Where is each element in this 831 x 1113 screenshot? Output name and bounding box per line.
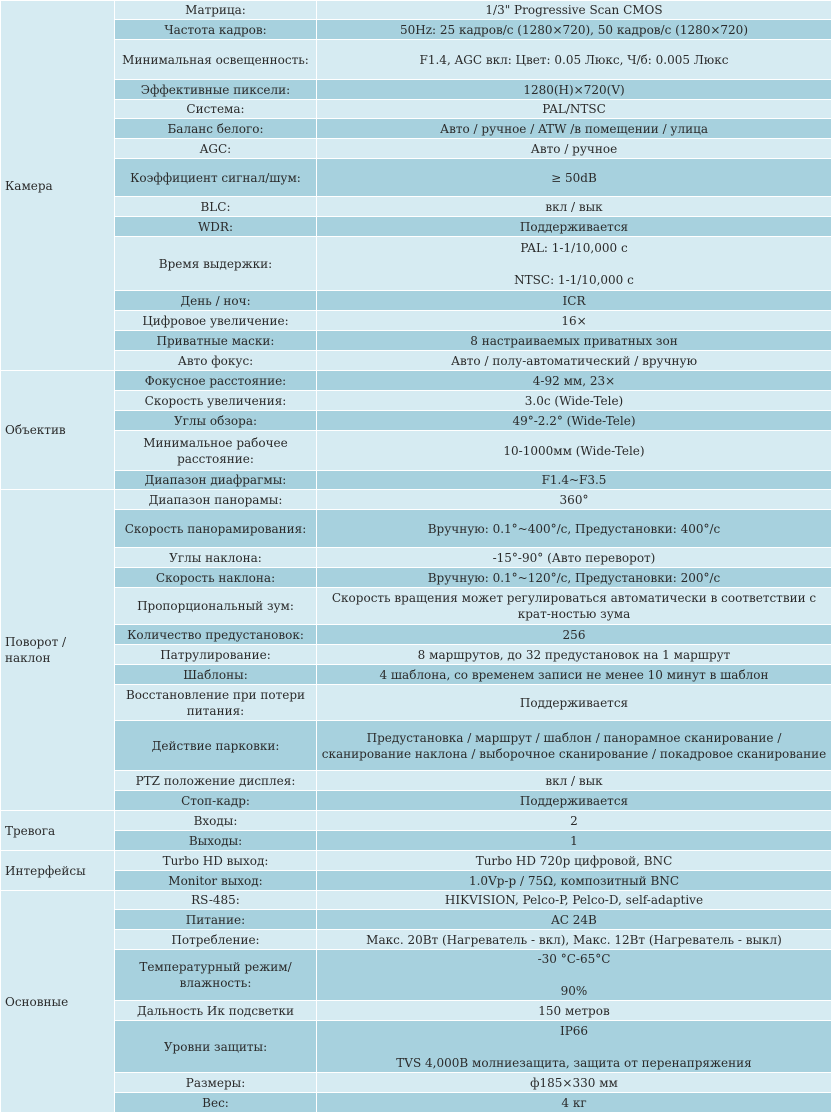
spec-label: Дальность Ик подсветки — [115, 1001, 317, 1021]
spec-label: BLC: — [115, 197, 317, 217]
spec-value: 8 настраиваемых приватных зон — [317, 331, 831, 351]
spec-value: 4 шаблона, со временем записи не менее 10 минут в шаблон — [317, 665, 831, 685]
spec-value: Вручную: 0.1°~120°/с, Предустановки: 200°/с — [317, 568, 831, 588]
group-label: Тревога — [1, 811, 115, 851]
spec-row — [1, 811, 831, 831]
spec-value: 1/3" Progressive Scan CMOS — [317, 1, 831, 20]
spec-label: Диапазон диафрагмы: — [115, 471, 317, 490]
spec-value: ф185×330 мм — [317, 1073, 831, 1093]
spec-row — [1, 645, 831, 665]
spec-value: ≥ 50dB — [317, 159, 831, 197]
group-label: Интерфейсы — [1, 851, 115, 891]
group-label: Поворот / наклон — [1, 490, 115, 811]
spec-value: 4 кг — [317, 1093, 831, 1113]
spec-row — [1, 159, 831, 197]
spec-value: 50Hz: 25 кадров/с (1280×720), 50 кадров/с (1280×720) — [317, 20, 831, 40]
spec-label: Восстановление при потери питания: — [115, 685, 317, 721]
spec-row — [1, 510, 831, 548]
spec-value: 1280(H)×720(V) — [317, 80, 831, 100]
spec-value: Вручную: 0.1°~400°/с, Предустановки: 400°/с — [317, 510, 831, 548]
spec-label: Размеры: — [115, 1073, 317, 1093]
spec-label: Коэффициент сигнал/шум: — [115, 159, 317, 197]
spec-label: Шаблоны: — [115, 665, 317, 685]
spec-row — [1, 331, 831, 351]
spec-row — [1, 411, 831, 431]
spec-row — [1, 1093, 831, 1113]
spec-label: Авто фокус: — [115, 351, 317, 371]
spec-value: Turbo HD 720p цифровой, BNC — [317, 851, 831, 871]
spec-value: Поддерживается — [317, 791, 831, 811]
spec-label: Частота кадров: — [115, 20, 317, 40]
spec-row — [1, 851, 831, 871]
spec-value: 256 — [317, 625, 831, 645]
spec-row — [1, 1001, 831, 1021]
spec-row — [1, 831, 831, 851]
spec-row — [1, 431, 831, 471]
spec-row — [1, 771, 831, 791]
spec-value: -15°-90° (Авто переворот) — [317, 548, 831, 568]
spec-label: Минимальное рабочее расстояние: — [115, 431, 317, 471]
spec-label: Потребление: — [115, 930, 317, 950]
spec-row — [1, 139, 831, 159]
spec-row — [1, 40, 831, 80]
spec-label: Патрулирование: — [115, 645, 317, 665]
spec-label: WDR: — [115, 217, 317, 237]
spec-row — [1, 665, 831, 685]
spec-label: Система: — [115, 100, 317, 119]
spec-row — [1, 791, 831, 811]
spec-value: ICR — [317, 291, 831, 311]
spec-row — [1, 80, 831, 100]
spec-value: 360° — [317, 490, 831, 510]
spec-label: Пропорциональный зум: — [115, 588, 317, 625]
spec-value: Поддерживается — [317, 217, 831, 237]
spec-label: Минимальная освещенность: — [115, 40, 317, 80]
spec-label: День / ноч: — [115, 291, 317, 311]
spec-row — [1, 930, 831, 950]
spec-label: Диапазон панорамы: — [115, 490, 317, 510]
spec-row — [1, 351, 831, 371]
spec-value: 2 — [317, 811, 831, 831]
spec-row — [1, 625, 831, 645]
spec-value: 150 метров — [317, 1001, 831, 1021]
spec-row — [1, 950, 831, 1001]
spec-label: Время выдержки: — [115, 237, 317, 291]
spec-row — [1, 910, 831, 930]
spec-label: Количество предустановок: — [115, 625, 317, 645]
spec-label: Скорость панорамирования: — [115, 510, 317, 548]
spec-value: PAL/NTSC — [317, 100, 831, 119]
spec-row — [1, 568, 831, 588]
spec-row — [1, 391, 831, 411]
spec-label: PTZ положение дисплея: — [115, 771, 317, 791]
spec-label: Входы: — [115, 811, 317, 831]
spec-value: 3.0с (Wide-Tele) — [317, 391, 831, 411]
spec-label: RS-485: — [115, 891, 317, 910]
spec-label: Turbo HD выход: — [115, 851, 317, 871]
spec-value: 8 маршрутов, до 32 предустановок на 1 маршрут — [317, 645, 831, 665]
spec-row — [1, 119, 831, 139]
spec-label: Уровни защиты: — [115, 1021, 317, 1073]
spec-label: Действие парковки: — [115, 721, 317, 771]
spec-value: 4-92 мм, 23× — [317, 371, 831, 391]
spec-value: 49°-2.2° (Wide-Tele) — [317, 411, 831, 431]
spec-row — [1, 197, 831, 217]
spec-label: Скорость наклона: — [115, 568, 317, 588]
spec-value: Предустановка / маршрут / шаблон / панорамное сканирование / сканирование наклона / выборочное сканирование / покадровое сканирование — [317, 721, 831, 771]
spec-value: Авто / ручное / ATW /в помещении / улица — [317, 119, 831, 139]
spec-label: Выходы: — [115, 831, 317, 851]
spec-label: Вес: — [115, 1093, 317, 1113]
spec-label: Температурный режим/влажность: — [115, 950, 317, 1001]
spec-row — [1, 548, 831, 568]
spec-value: HIKVISION, Pelco-P, Pelco-D, self-adaptive — [317, 891, 831, 910]
spec-value: F1.4, AGC вкл: Цвет: 0.05 Люкс, Ч/б: 0.005 Люкс — [317, 40, 831, 80]
spec-value: F1.4~F3.5 — [317, 471, 831, 490]
spec-row — [1, 100, 831, 119]
spec-row — [1, 20, 831, 40]
spec-row — [1, 490, 831, 510]
group-label: Основные — [1, 891, 115, 1113]
spec-value: IP66 TVS 4,000В молниезащита, защита от перенапряжения — [317, 1021, 831, 1073]
spec-value: AC 24В — [317, 910, 831, 930]
spec-value: вкл / вык — [317, 197, 831, 217]
spec-row — [1, 217, 831, 237]
spec-row — [1, 871, 831, 891]
spec-table-body — [1, 1, 831, 1113]
group-label: Объектив — [1, 371, 115, 490]
spec-value: Авто / ручное — [317, 139, 831, 159]
spec-label: Эффективные пиксели: — [115, 80, 317, 100]
group-label: Камера — [1, 1, 115, 371]
spec-value: 10-1000мм (Wide-Tele) — [317, 431, 831, 471]
spec-value: 1 — [317, 831, 831, 851]
spec-row — [1, 311, 831, 331]
spec-label: Приватные маски: — [115, 331, 317, 351]
spec-label: Углы обзора: — [115, 411, 317, 431]
spec-label: Скорость увеличения: — [115, 391, 317, 411]
spec-row — [1, 471, 831, 490]
spec-value: -30 °C-65°C 90% — [317, 950, 831, 1001]
spec-row — [1, 237, 831, 291]
spec-label: Monitor выход: — [115, 871, 317, 891]
spec-value: PAL: 1-1/10,000 с NTSC: 1-1/10,000 с — [317, 237, 831, 291]
spec-row — [1, 588, 831, 625]
spec-label: Фокусное расстояние: — [115, 371, 317, 391]
spec-value: Скорость вращения может регулироваться автоматически в соответствии с крат-ностью зума — [317, 588, 831, 625]
spec-row — [1, 371, 831, 391]
spec-value: Макс. 20Вт (Нагреватель - вкл), Макс. 12Вт (Нагреватель - выкл) — [317, 930, 831, 950]
spec-row — [1, 685, 831, 721]
spec-row — [1, 1021, 831, 1073]
spec-row — [1, 1, 831, 20]
spec-row — [1, 721, 831, 771]
spec-label: AGC: — [115, 139, 317, 159]
spec-row — [1, 1073, 831, 1093]
spec-value: вкл / вык — [317, 771, 831, 791]
spec-row — [1, 291, 831, 311]
spec-label: Баланс белого: — [115, 119, 317, 139]
spec-label: Углы наклона: — [115, 548, 317, 568]
spec-label: Матрица: — [115, 1, 317, 20]
spec-label: Питание: — [115, 910, 317, 930]
spec-value: 16× — [317, 311, 831, 331]
spec-label: Цифровое увеличение: — [115, 311, 317, 331]
spec-value: 1.0Vp-p / 75Ω, композитный BNC — [317, 871, 831, 891]
spec-value: Авто / полу-автоматический / вручную — [317, 351, 831, 371]
spec-label: Стоп-кадр: — [115, 791, 317, 811]
spec-row — [1, 891, 831, 910]
spec-value: Поддерживается — [317, 685, 831, 721]
